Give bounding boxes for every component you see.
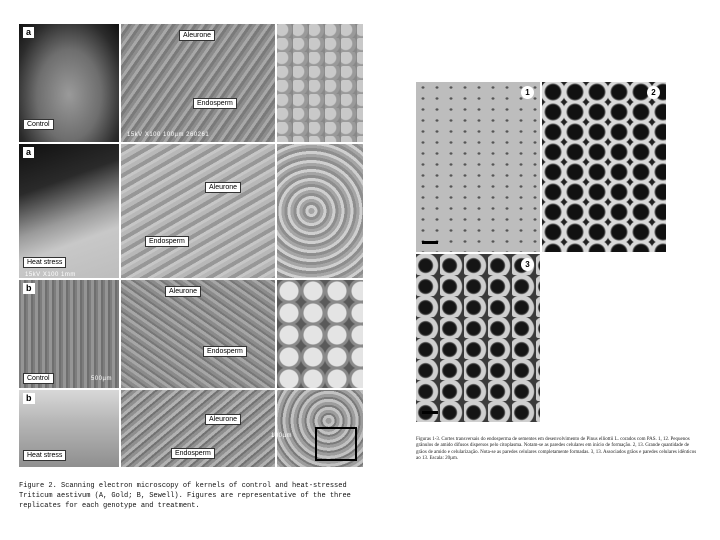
panel-number: 3 [521,258,534,271]
kernel-cross-section-image [19,144,119,278]
kernel-cross-section-image [19,390,119,467]
aleurone-tag: Aleurone [179,30,215,41]
panel-letter: b [23,283,35,294]
endosperm-closeup-image [277,24,363,142]
aleurone-micrograph [121,24,275,142]
condition-tag: Control [23,373,54,384]
kernel-cross-section-image [19,280,119,388]
scale-bar [422,411,438,414]
panel-letter: b [23,393,35,404]
starch-granules-image [277,280,363,388]
panel-number: 1 [521,86,534,99]
endosperm-panel-3 [416,254,540,422]
condition-tag: Heat stress [23,257,66,268]
endosperm-panel-1 [416,82,540,252]
inset-box-marker [315,427,357,461]
endosperm-tag: Endosperm [193,98,237,109]
panel-letter: a [23,27,34,38]
aleurone-micrograph [121,144,275,278]
scale-bar-label: 15kV X100 100µm 260261 [127,132,210,138]
aleurone-micrograph [91,280,275,388]
endosperm-panel-2 [542,82,666,252]
scale-bar-label: 100µm [271,433,292,439]
figure-row-control-a [19,24,363,142]
kernel-cross-section-image [19,24,119,142]
condition-tag: Control [23,119,54,130]
condition-tag: Heat stress [23,450,66,461]
sem-figure-caption: Figure 2. Scanning electron microscopy of kernels of control and heat-stressed Triticum aestivum (A, Gold; B, Sewell). Figures are representative of the three replicates for each genotype and treatment. [19,482,351,510]
scale-bar [422,241,438,244]
endosperm-tag: Endosperm [171,448,215,459]
figure-row-heat-b [19,390,363,467]
sem-figure [19,24,363,467]
endosperm-figure [416,82,666,422]
panel-number: 2 [647,86,660,99]
aleurone-tag: Aleurone [165,286,201,297]
scale-bar-label: 15kV X100 1mm [25,272,76,278]
aleurone-tag: Aleurone [205,182,241,193]
figure-row-control-b [19,280,363,388]
aleurone-micrograph [121,390,275,467]
endosperm-tag: Endosperm [203,346,247,357]
scale-bar-label: 500µm [91,376,112,382]
endosperm-closeup-image [271,390,363,467]
figure-row-heat-a [19,144,363,278]
endosperm-tag: Endosperm [145,236,189,247]
panel-letter: a [23,147,34,158]
aleurone-tag: Aleurone [205,414,241,425]
endosperm-closeup-image [277,144,363,278]
endosperm-figure-caption: Figuras 1-3. Cortes transversais do endosperma de sementes em desenvolvimento de Pinus elliottii L. corados com PAS. 1, 12. Pequenos grânulos de amido difusos dispersos pelo citoplasma. Notam-se as paredes celulares em início de formação. 2, 13. Grande quantidade de grãos de amido e celularização. Nota-se as paredes celulares completamente formadas. 3, 13. Associados grãos e paredes celulares idênticos ao 13. Escala: 20µm. [416,437,697,462]
